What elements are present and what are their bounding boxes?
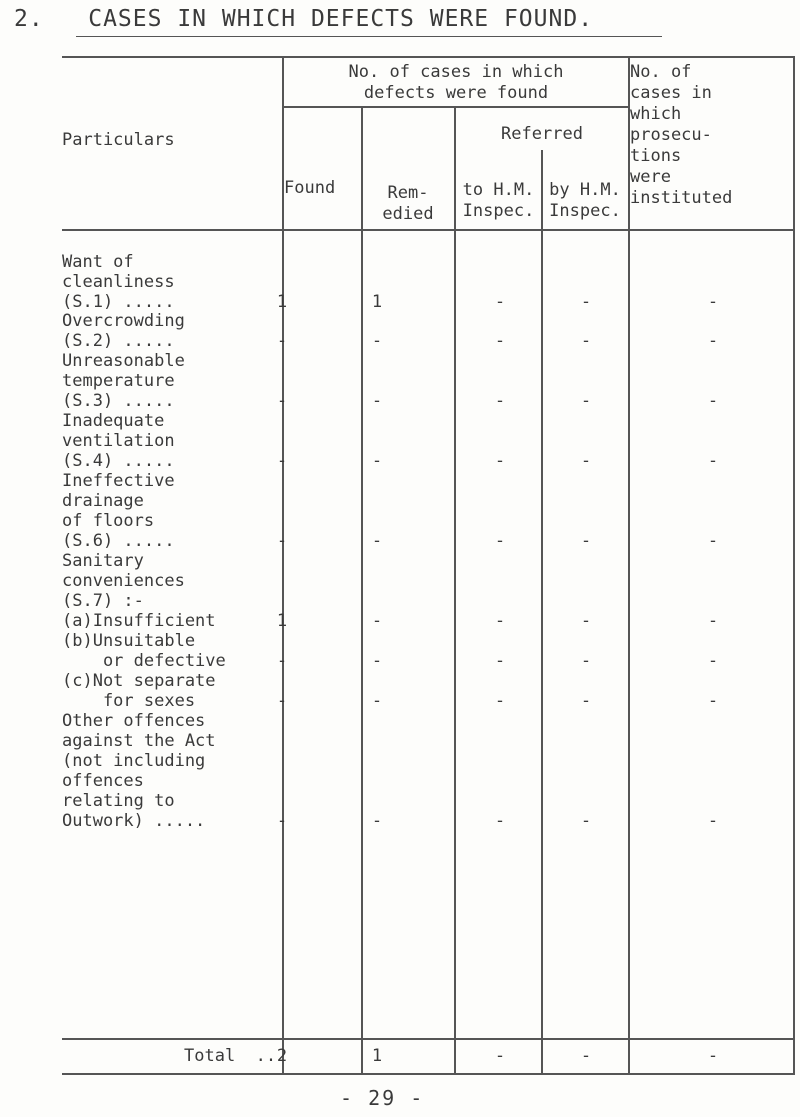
col-rule-remedied xyxy=(454,106,456,1073)
header-subrule xyxy=(284,106,628,108)
cell-remedied: - xyxy=(371,331,383,351)
cell-found: - xyxy=(276,651,288,671)
page-number: - 29 - xyxy=(340,1086,425,1110)
cell-to-hm: - xyxy=(494,331,506,351)
total-prosecutions: - xyxy=(707,1046,719,1066)
cell-to-hm: - xyxy=(494,531,506,551)
total-top-rule xyxy=(62,1038,795,1040)
cell-to-hm: - xyxy=(494,292,506,312)
header-prosecutions: No. of cases in which prosecu- tions were instituted xyxy=(630,62,733,208)
cell-found: 1 xyxy=(276,611,288,631)
col-rule-right xyxy=(793,56,795,1073)
header-cases-group: No. of cases in which defects were found xyxy=(348,62,564,103)
cell-remedied: 1 xyxy=(371,292,383,312)
header-found: Found xyxy=(284,178,336,198)
cell-by-hm: - xyxy=(580,691,592,711)
cell-found: - xyxy=(276,391,288,411)
row-label-drainage: Ineffective drainage of floors (S.6) ..... xyxy=(62,471,175,551)
col-rule-found xyxy=(361,106,363,1073)
cell-by-hm: - xyxy=(580,451,592,471)
cell-by-hm: - xyxy=(580,292,592,312)
table-top-rule xyxy=(62,56,795,58)
total-label: Total .. xyxy=(184,1046,277,1066)
row-label-other-offences: Other offences against the Act (not including offences relating to Outwork) ..... xyxy=(62,711,216,831)
row-label-ventilation: Inadequate ventilation (S.4) ..... xyxy=(62,411,175,471)
row-label-sanitary-insufficient: Sanitary conveniences (S.7) :- (a)Insufficient xyxy=(62,551,216,631)
header-by-hm-inspector: by H.M. Inspec. xyxy=(549,180,621,221)
cell-prosecutions: - xyxy=(707,451,719,471)
cell-remedied: - xyxy=(371,691,383,711)
cell-remedied: - xyxy=(371,451,383,471)
header-particulars: Particulars xyxy=(62,130,175,150)
row-label-sanitary-unsuitable: (b)Unsuitable or defective xyxy=(62,631,226,671)
cell-to-hm: - xyxy=(494,451,506,471)
heading-underline xyxy=(76,36,662,37)
cell-found: - xyxy=(276,331,288,351)
cell-remedied: - xyxy=(371,391,383,411)
col-rule-to-hm xyxy=(541,150,543,1073)
cell-by-hm: - xyxy=(580,651,592,671)
page-heading: 2. CASES IN WHICH DEFECTS WERE FOUND. xyxy=(14,6,594,32)
header-to-hm-inspector: to H.M. Inspec. xyxy=(462,180,535,221)
cell-remedied: - xyxy=(371,611,383,631)
cell-prosecutions: - xyxy=(707,331,719,351)
cell-by-hm: - xyxy=(580,611,592,631)
cell-found: - xyxy=(276,531,288,551)
cell-prosecutions: - xyxy=(707,292,719,312)
total-to-hm: - xyxy=(494,1046,506,1066)
row-label-overcrowding: Overcrowding (S.2) ..... xyxy=(62,311,185,351)
cell-to-hm: - xyxy=(494,651,506,671)
cell-found: - xyxy=(276,451,288,471)
row-label-sanitary-not-separate: (c)Not separate for sexes xyxy=(62,671,216,711)
cell-prosecutions: - xyxy=(707,691,719,711)
cell-prosecutions: - xyxy=(707,651,719,671)
cell-by-hm: - xyxy=(580,391,592,411)
cell-remedied: - xyxy=(371,811,383,831)
cell-prosecutions: - xyxy=(707,811,719,831)
cell-by-hm: - xyxy=(580,531,592,551)
cell-by-hm: - xyxy=(580,331,592,351)
cell-remedied: - xyxy=(371,531,383,551)
cell-to-hm: - xyxy=(494,611,506,631)
cell-prosecutions: - xyxy=(707,391,719,411)
total-remedied: 1 xyxy=(371,1046,383,1066)
table-bottom-rule xyxy=(62,1073,795,1075)
cell-prosecutions: - xyxy=(707,611,719,631)
row-label-temperature: Unreasonable temperature (S.3) ..... xyxy=(62,351,185,411)
cell-to-hm: - xyxy=(494,811,506,831)
row-label-cleanliness: Want of cleanliness (S.1) ..... xyxy=(62,252,175,312)
cell-to-hm: - xyxy=(494,391,506,411)
cell-prosecutions: - xyxy=(707,531,719,551)
cell-remedied: - xyxy=(371,651,383,671)
cell-to-hm: - xyxy=(494,691,506,711)
total-found: 2 xyxy=(276,1046,288,1066)
header-remedied: Rem- edied xyxy=(382,183,434,224)
cell-found: - xyxy=(276,691,288,711)
cell-found: 1 xyxy=(276,292,288,312)
header-bottom-rule xyxy=(62,229,795,231)
cell-by-hm: - xyxy=(580,811,592,831)
cell-found: - xyxy=(276,811,288,831)
total-by-hm: - xyxy=(580,1046,592,1066)
header-referred: Referred xyxy=(501,124,583,144)
